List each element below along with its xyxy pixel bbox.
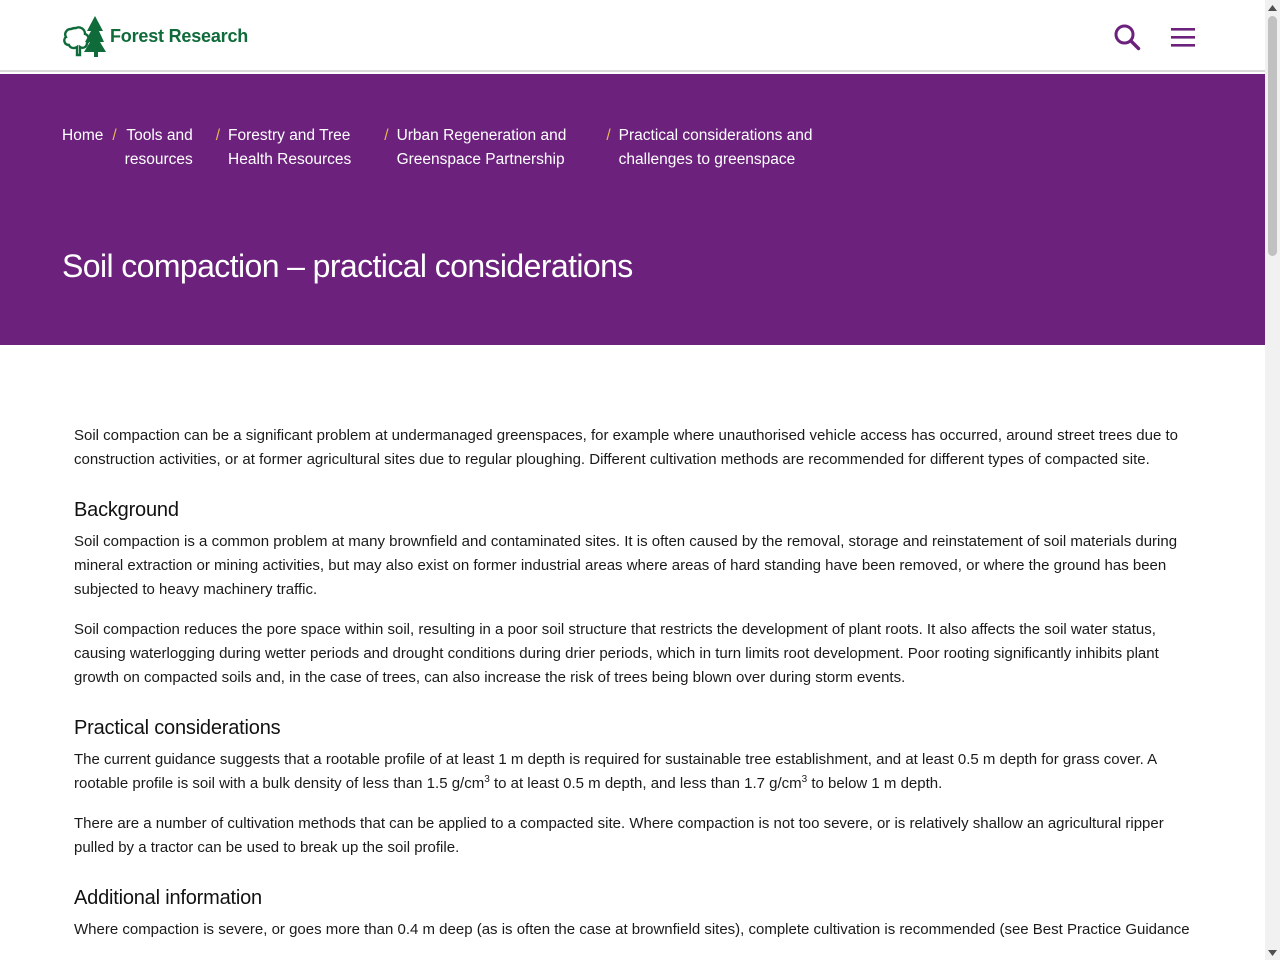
vertical-scrollbar[interactable] [1265, 0, 1280, 960]
breadcrumb-separator: / [606, 127, 611, 144]
breadcrumb-link-tools-and-resources[interactable]: Tools and resources [124, 127, 193, 168]
breadcrumb-separator: / [384, 127, 389, 144]
breadcrumb-link-home[interactable]: Home [62, 127, 104, 144]
breadcrumb-link-forestry-tree-health[interactable]: Forestry and Tree Health Resources [228, 127, 352, 168]
tree-logo-icon [62, 15, 106, 57]
search-icon [1113, 23, 1141, 51]
search-button[interactable] [1112, 22, 1142, 52]
breadcrumb-separator: / [215, 127, 221, 144]
scroll-down-arrow-icon[interactable] [1265, 945, 1280, 960]
scroll-up-arrow-icon[interactable] [1265, 0, 1280, 15]
menu-button[interactable] [1168, 22, 1198, 52]
scrollbar-thumb[interactable] [1268, 16, 1277, 256]
hamburger-menu-icon [1169, 25, 1197, 49]
logo-text: Forest Research [110, 25, 249, 46]
practical-paragraph-2: There are a number of cultivation methods that can be applied to a compacted site. Where compaction is not too severe, or is relatively shallow an agricultural ripper pulled by a tractor can be used to break up the soil profile. [74, 815, 1164, 856]
breadcrumb-item-current [597, 124, 812, 172]
breadcrumb-link-practical-considerations[interactable]: Practical considerations and challenges to greenspace [618, 127, 813, 168]
breadcrumb-link-urban-regeneration[interactable]: Urban Regeneration and Greenspace Partnership [396, 127, 567, 168]
breadcrumb-item-forestry [207, 124, 352, 172]
page-hero [0, 74, 1265, 345]
breadcrumb-separator: / [112, 127, 117, 144]
article-body [74, 424, 1194, 958]
breadcrumb [62, 124, 813, 172]
breadcrumb-item-tools [103, 124, 192, 172]
intro-paragraph: Soil compaction can be a significant problem at undermanaged greenspaces, for example where unauthorised vehicle access has occurred, around street trees due to construction activities, or at former agricultural sites due to regular ploughing. Different cultivation methods are recommended for different types of compacted site. [74, 427, 1178, 468]
practical-considerations-heading: Practical considerations [74, 717, 281, 739]
site-header [0, 0, 1265, 72]
page-title: Soil compaction – practical considerations [62, 248, 633, 284]
background-paragraph-2: Soil compaction reduces the pore space within soil, resulting in a poor soil structure that restricts the development of plant roots. It also affects the soil water status, causing waterlogging during wetter periods and drought conditions during drier periods, which in turn limits root development. Poor rooting significantly inhibits plant growth on compacted soils and, in the case of trees, can also increase the risk of trees being blown over during storm events. [74, 621, 1159, 686]
additional-paragraph-1: Where compaction is severe, or goes more than 0.4 m deep (as is often the case at brownfield sites), complete cultivation is recommended (see Best Practice Guidance [74, 921, 1190, 938]
breadcrumb-item-home [62, 124, 103, 148]
practical-paragraph-1: The current guidance suggests that a rootable profile of at least 1 m depth is required for sustainable tree establishment, and at least 0.5 m depth for grass cover. A rootable profile is soil with a bulk density of less than 1.5 $g/cm^3$ to at least 0.5 m depth, and less than 1.7 $g/cm^3$ to below 1 m depth. [74, 751, 1157, 792]
forest-research-logo[interactable] [62, 15, 248, 57]
background-heading: Background [74, 499, 179, 521]
additional-information-heading: Additional information [74, 887, 262, 909]
background-paragraph-1: Soil compaction is a common problem at many brownfield and contaminated sites. It is often caused by the removal, storage and reinstatement of soil materials during mineral extraction or mining activities, but may also exist on former industrial areas where areas of hard standing have been removed, or where the ground has been subjected to heavy machinery traffic. [74, 533, 1178, 598]
breadcrumb-item-urban-regeneration [375, 124, 566, 172]
